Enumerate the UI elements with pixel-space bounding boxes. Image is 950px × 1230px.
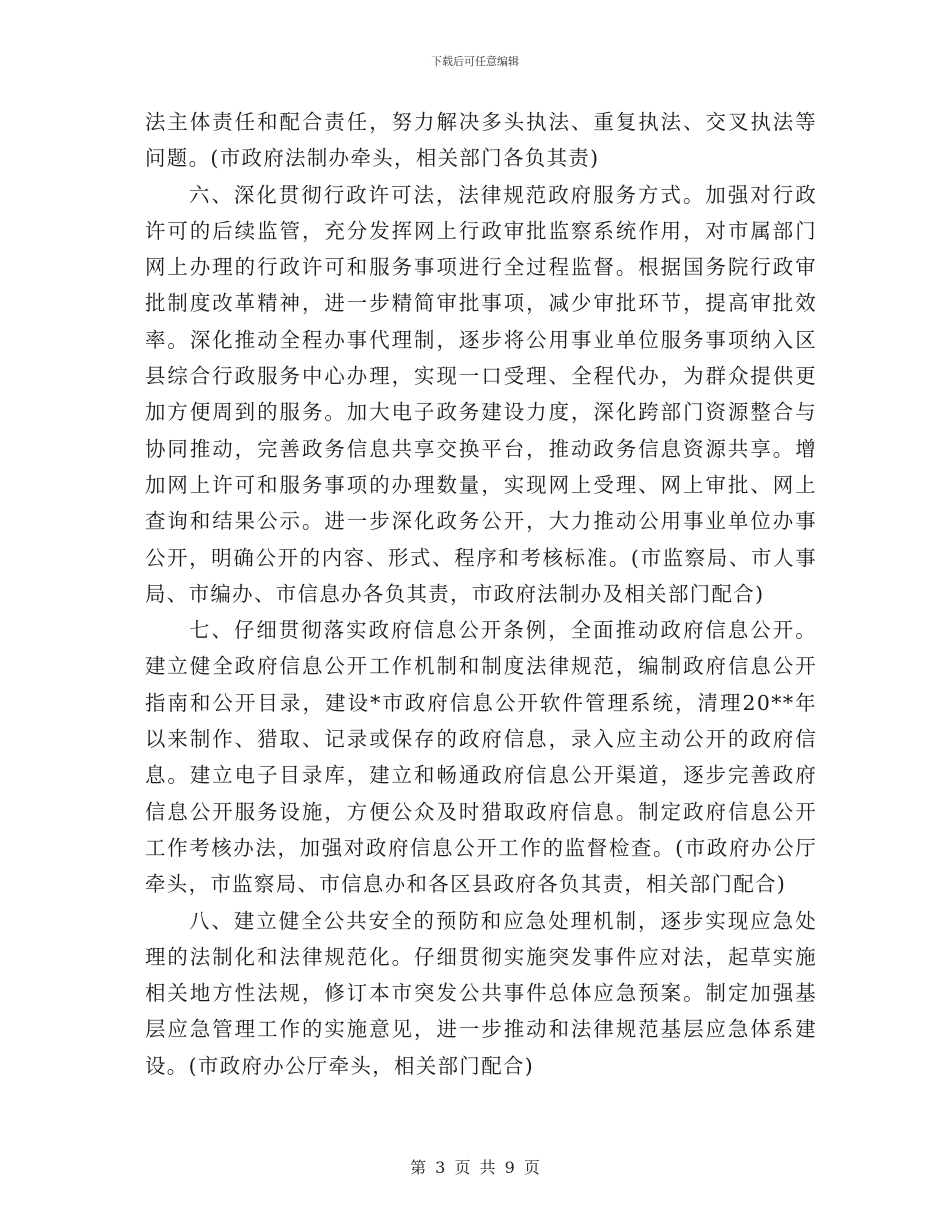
paragraph-section-6: 六、深化贯彻行政许可法，法律规范政府服务方式。加强对行政许可的后续监管，充分发挥网上行政审批监察系统作用，对市属部门网上办理的行政许可和服务事项进行全过程监督。根据国务院行政审批制度改革精神，进一步精简审批事项，减少审批环节，提高审批效率。深化推动全程办事代理制，逐步将公用事业单位服务事项纳入区县综合行政服务中心办理，实现一口受理、全程代办，为群众提供更加方便周到的服务。加大电子政务建设力度，深化跨部门资源整合与协同推动，完善政务信息共享交换平台，推动政务信息资源共享。增加网上许可和服务事项的办理数量，实现网上受理、网上审批、网上查询和结果公示。进一步深化政务公开，大力推动公用事业单位办事公开，明确公开的内容、形式、程序和考核标准。(市监察局、市人事局、市编办、市信息办各负其责，市政府法制办及相关部门配合) [145,182,817,606]
paragraph-continuation: 法主体责任和配合责任，努力解决多头执法、重复执法、交叉执法等问题。(市政府法制办牵头，相关部门各负其责) [145,110,817,171]
page-header: 下载后可任意编辑 [431,55,519,68]
paragraph-section-7: 七、仔细贯彻落实政府信息公开条例，全面推动政府信息公开。建立健全政府信息公开工作机制和制度法律规范，编制政府信息公开指南和公开目录，建设*市政府信息公开软件管理系统，清理20**年以来制作、猎取、记录或保存的政府信息，录入应主动公开的政府信息。建立电子目录库，建立和畅通政府信息公开渠道，逐步完善政府信息公开服务设施，方便公众及时猎取政府信息。制定政府信息公开工作考核办法，加强对政府信息公开工作的监督检查。(市政府办公厅牵头，市监察局、市信息办和各区县政府各负其责，相关部门配合) [145,618,817,897]
document-body [145,104,817,1084]
paragraph-section-8: 八、建立健全公共安全的预防和应急处理机制，逐步实现应急处理的法制化和法律规范化。仔细贯彻实施突发事件应对法，起草实施相关地方性法规，修订本市突发公共事件总体应急预案。制定加强基层应急管理工作的实施意见，进一步推动和法律规范基层应急体系建设。(市政府办公厅牵头，相关部门配合) [145,908,817,1078]
page-number: 第 3 页 共 9 页 [410,1158,540,1177]
